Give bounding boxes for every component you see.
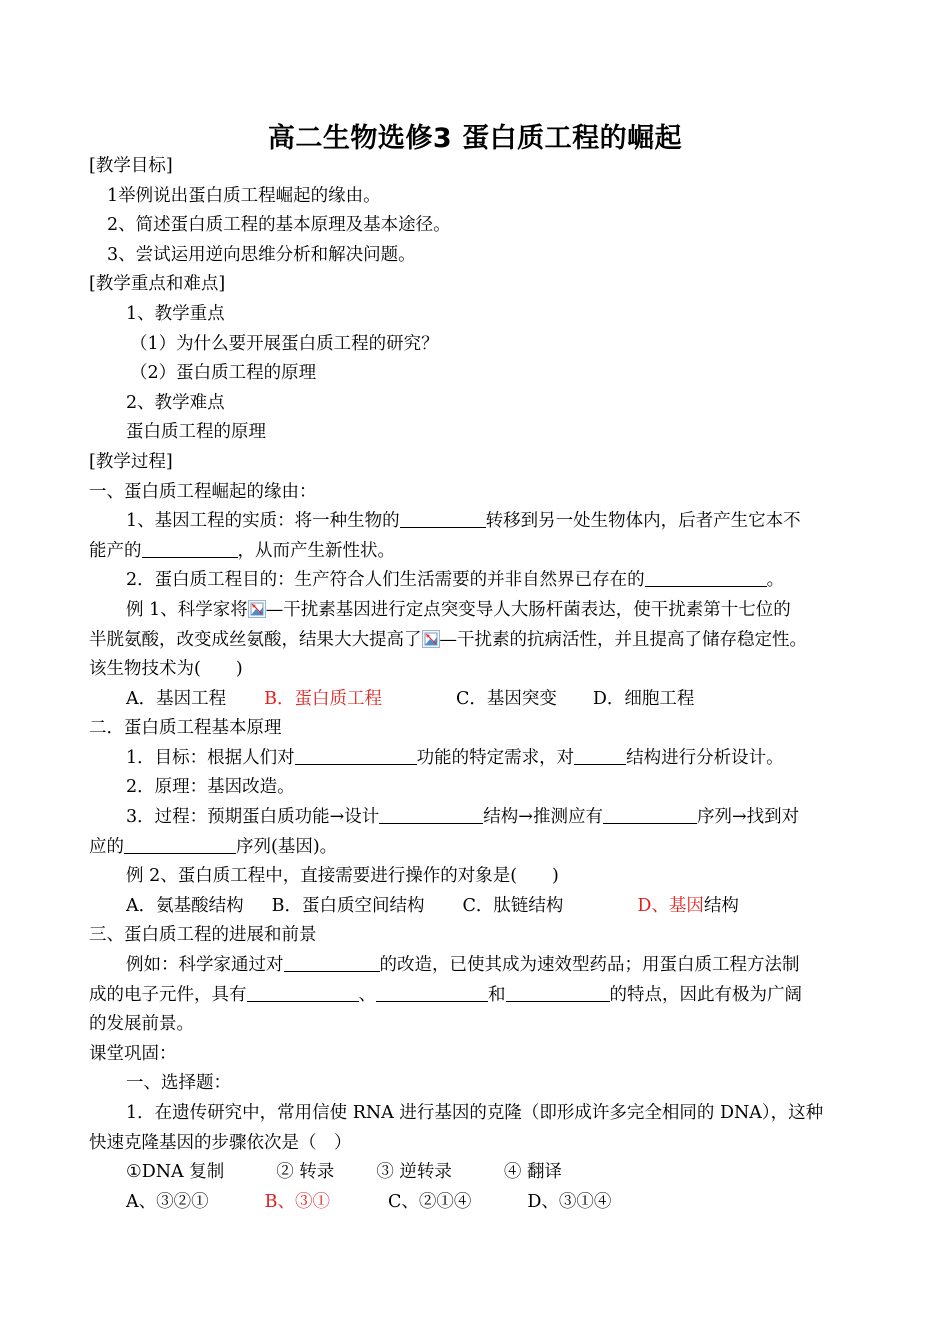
option-b: B．蛋白质空间结构 (271, 895, 425, 916)
key-header: [教学重点和难点] (89, 274, 226, 295)
option-c: C、②①④ (388, 1191, 472, 1212)
option-c: C．肽链结构 (462, 895, 564, 916)
part1-q2-line (89, 566, 869, 596)
option-d: D．细胞工程 (592, 688, 695, 709)
text: 例 1、科学家将 (126, 599, 248, 620)
text: 1、基因工程的实质：将一种生物的 (126, 511, 400, 532)
fill-blank[interactable] (603, 804, 697, 824)
fill-blank[interactable] (142, 538, 238, 558)
key-point-item: （2）蛋白质工程的原理 (130, 363, 317, 384)
text: 功能的特定需求，对 (416, 747, 575, 768)
key-point-item: （1）为什么要开展蛋白质工程的研究？ (130, 333, 439, 354)
difficulty-text: 蛋白质工程的原理 (126, 422, 266, 443)
option-b-answer: B、③① (264, 1191, 331, 1212)
broken-image-icon (422, 630, 440, 648)
step-item: ② 转录 (276, 1162, 335, 1183)
key-point-label: 1、教学重点 (126, 303, 225, 324)
part3-line1 (89, 951, 869, 981)
fill-blank[interactable] (574, 745, 626, 765)
option-d: D、③①④ (527, 1191, 612, 1212)
part3-line3: 的发展前景。 (89, 1014, 194, 1035)
part1-q1-line (89, 507, 869, 537)
goal-item: 1举例说出蛋白质工程崛起的缘由。 (107, 185, 381, 206)
text: 结构进行分析设计。 (626, 747, 784, 768)
part3-heading: 三、蛋白质工程的进展和前景 (89, 925, 317, 946)
part2-target-line (89, 744, 869, 774)
text: 。 (766, 570, 785, 591)
practice-heading: 课堂巩固： (89, 1043, 177, 1064)
step-item: ③ 逆转录 (376, 1162, 452, 1183)
text: —干扰素基因进行定点突变导人大肠杆菌表达，使干扰素第十七位的 (265, 599, 791, 620)
option-a: A、③②① (126, 1191, 209, 1212)
fill-blank[interactable] (379, 804, 483, 824)
option-a: A．基因工程 (126, 688, 227, 709)
part2-process-line2 (89, 833, 869, 863)
fill-blank[interactable] (247, 982, 359, 1002)
text: 能产的 (89, 540, 142, 561)
text: 序列→找到对 (696, 807, 800, 828)
part2-principle-line: 2．原理：基因改造。 (126, 777, 295, 798)
text: 成的电子元件，具有 (89, 984, 247, 1005)
example2-options (89, 892, 869, 922)
example1-line3: 该生物技术为( ) (89, 659, 243, 680)
text: 、 (358, 984, 376, 1005)
part2-process-line (89, 803, 869, 833)
part2-heading: 二．蛋白质工程基本原理 (89, 718, 282, 739)
option-b-answer: B．蛋白质工程 (264, 688, 383, 709)
example1-line (89, 596, 869, 626)
fill-blank[interactable] (506, 982, 610, 1002)
text: 应的 (89, 836, 124, 857)
practice-q1-line2: 快速克隆基因的步骤依次是（ ） (89, 1132, 352, 1153)
example2-line: 例 2、蛋白质工程中，直接需要进行操作的对象是( ) (126, 866, 559, 887)
text: 和 (488, 984, 506, 1005)
option-c: C．基因突变 (456, 688, 557, 709)
goal-item: 2、简述蛋白质工程的基本原理及基本途径。 (107, 215, 451, 236)
broken-image-icon (248, 600, 266, 618)
goals-header: [教学目标] (89, 156, 173, 176)
text: 的改造，已使其成为速效型药品；用蛋白质工程方法制 (379, 955, 800, 976)
text: —干扰素的抗病活性，并且提高了储存稳定性。 (439, 629, 807, 650)
practice-steps (89, 1158, 869, 1188)
option-d-answer: D、基因 (637, 895, 704, 916)
part1-q1-line2 (89, 537, 869, 567)
text: 结构→推测应有 (483, 807, 603, 828)
process-header: [教学过程] (89, 451, 173, 472)
fill-blank[interactable] (284, 952, 380, 972)
fill-blank[interactable] (645, 567, 767, 587)
part1-heading: 一、蛋白质工程崛起的缘由： (89, 481, 317, 502)
text: 序列(基因)。 (236, 836, 338, 857)
text: 的特点，因此有极为广阔 (609, 984, 802, 1005)
text: 2．蛋白质工程目的：生产符合人们生活需要的并非自然界已存在的 (126, 570, 645, 591)
example1-line2 (89, 626, 869, 656)
difficulty-label: 2、教学难点 (126, 392, 225, 413)
text: 半胱氨酸，改变成丝氨酸，结果大大提高了 (89, 629, 422, 650)
text: 转移到另一处生物体内，后者产生它本不 (485, 511, 801, 532)
fill-blank[interactable] (400, 508, 486, 528)
practice-subheading: 一、选择题： (126, 1073, 231, 1094)
text: 1．目标：根据人们对 (126, 747, 295, 768)
goal-item: 3、尝试运用逆向思维分析和解决问题。 (107, 244, 416, 265)
option-d-rest: 结构 (703, 895, 739, 916)
step-item: ①DNA 复制 (126, 1162, 225, 1183)
fill-blank[interactable] (295, 745, 417, 765)
text: 3．过程：预期蛋白质功能→设计 (126, 807, 380, 828)
fill-blank[interactable] (376, 982, 488, 1002)
part3-line2 (89, 981, 869, 1011)
document-body (89, 152, 869, 1217)
text: 例如：科学家通过对 (126, 955, 284, 976)
text: ，从而产生新性状。 (237, 540, 395, 561)
example1-options (89, 685, 869, 715)
option-a: A．氨基酸结构 (126, 895, 244, 916)
page-title: 高二生物选修3 蛋白质工程的崛起 (267, 123, 683, 154)
fill-blank[interactable] (124, 834, 236, 854)
practice-q1-line: 1．在遗传研究中，常用信使 RNA 进行基因的克隆（即形成许多完全相同的 DNA），这种 (126, 1103, 824, 1123)
step-item: ④ 翻译 (503, 1162, 562, 1183)
practice-options (89, 1188, 869, 1218)
